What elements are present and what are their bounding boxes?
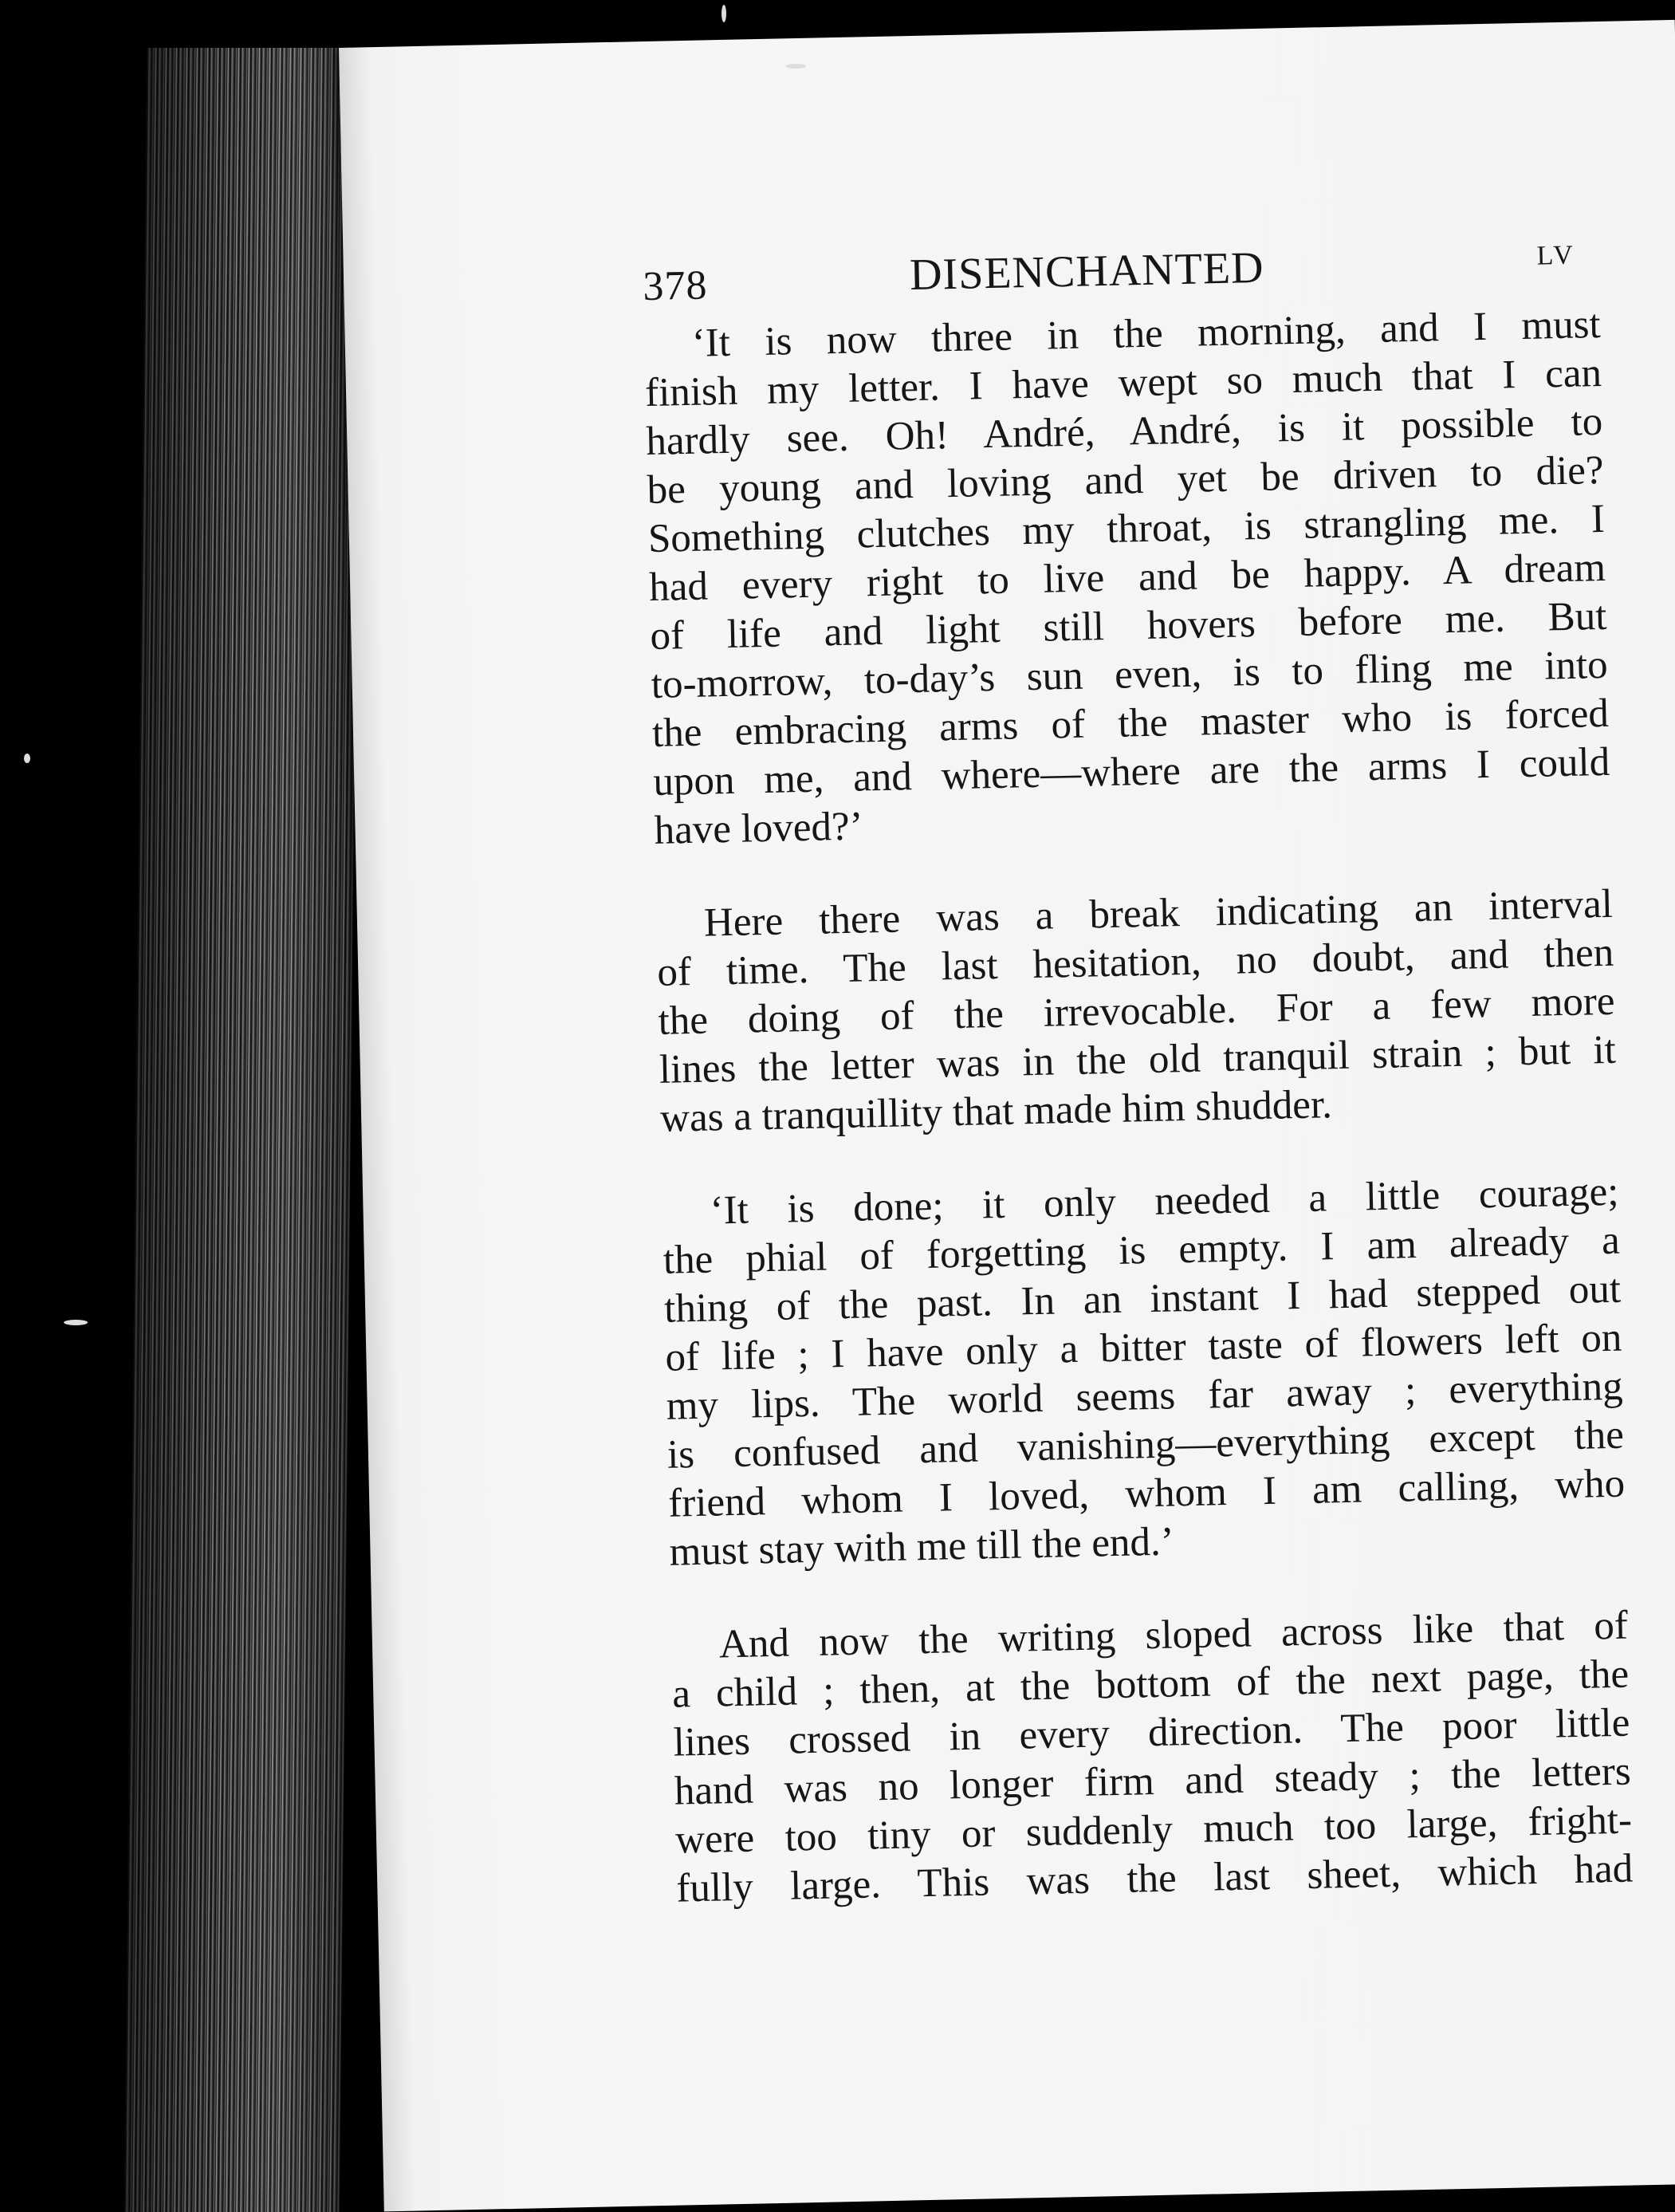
text-line: were too tiny or suddenly much too large, fright- [674, 1797, 1633, 1863]
text-line: lines crossed in every direction. The poor little [673, 1700, 1630, 1765]
text-line: Here there was a break indicating an interval [703, 881, 1614, 946]
text-line: fully large. This was the last sheet, which had [675, 1846, 1634, 1911]
text-line: ‘It is now three in the morning, and I must [691, 301, 1602, 366]
text-line: my lips. The world seems far away ; everything [666, 1364, 1624, 1429]
page-number: 378 [642, 262, 708, 310]
text-line: had every right to live and be happy. A dream [648, 545, 1606, 610]
text-line: finish my letter. I have wept so much that I can [644, 350, 1602, 416]
text-line: of life and light still hovers before me. But [649, 593, 1607, 659]
scan-speck [64, 1320, 88, 1325]
text-line: Something clutches my throat, is strangling me. I [647, 496, 1606, 562]
text-line: be young and loving and yet be driven to die? [647, 447, 1605, 514]
text-line: hand was no longer firm and steady ; the letters [674, 1749, 1632, 1814]
text-line: hardly see. Oh! André, André, is it possible to [645, 399, 1603, 465]
text-line: a child ; then, at the bottom of the next page, the [671, 1651, 1630, 1717]
text-line: is confused and vanishing—everything except the [666, 1412, 1625, 1478]
text-line: upon me, and where—where are the arms I could [652, 739, 1610, 805]
text-line: have loved?’ [654, 804, 864, 853]
text-line: of life ; I have only a bitter taste of flowers left on [664, 1315, 1622, 1380]
scan-speck [785, 64, 806, 69]
text-line: was a tranquillity that made him shudder. [659, 1082, 1333, 1141]
text-line: lines the letter was in the old tranquil strain ; but it [659, 1027, 1617, 1092]
text-line: the doing of the irrevocable. For a few more [658, 978, 1615, 1044]
paragraph [643, 301, 1611, 856]
paragraph [655, 880, 1617, 1143]
text-line: friend whom I loved, whom I am calling, who [667, 1461, 1626, 1526]
text-line: to-morrow, to-day’s sun even, is to fling me into [651, 642, 1609, 707]
scan-speck [24, 754, 30, 763]
text-line: must stay with me till the end.’ [669, 1519, 1175, 1575]
paragraph [670, 1602, 1633, 1914]
text-line: And now the writing sloped across like that of [718, 1603, 1629, 1667]
text-line: ‘It is done; it only needed a little courage; [710, 1169, 1619, 1234]
text-line: thing of the past. In an instant I had stepped out [663, 1266, 1622, 1332]
book-page-edges [124, 48, 362, 2212]
book-page [339, 20, 1675, 2212]
page-text-block [642, 229, 1633, 1914]
text-line: the embracing arms of the master who is forced [651, 691, 1610, 756]
text-line: of time. The last hesitation, no doubt, and then [656, 930, 1614, 995]
chapter-number: LV [1536, 240, 1576, 271]
running-title: DISENCHANTED [909, 242, 1265, 301]
scan-speck [722, 5, 726, 22]
text-line: the phial of forgetting is empty. I am already a [663, 1218, 1621, 1283]
paragraph [662, 1168, 1626, 1577]
